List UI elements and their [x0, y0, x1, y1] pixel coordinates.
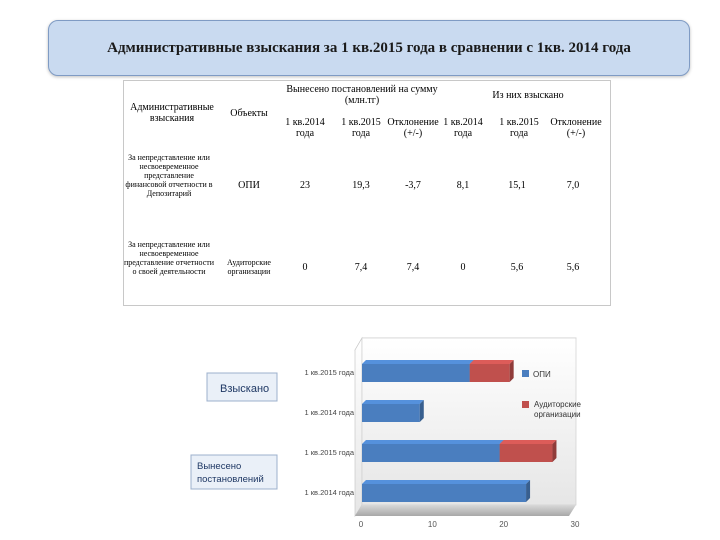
header-sanctions: Административные взыскания — [130, 102, 214, 124]
header-imposed-2014: 1 кв.2014 года — [285, 117, 325, 139]
category-labels — [305, 368, 355, 497]
bar-top-0-3 — [362, 360, 474, 364]
row1-collected-deviation: 7,0 — [566, 180, 580, 191]
x-tick-30: 30 — [570, 520, 580, 529]
category-label-0: 1 кв.2014 года — [304, 488, 354, 497]
chart-floor — [355, 505, 576, 516]
group-label-imposed: Вынесено постановлений — [197, 461, 264, 485]
header-imposed-2015: 1 кв.2015 года — [341, 117, 381, 139]
row2-object: Аудиторские организации — [227, 258, 271, 276]
row1-imposed-2014: 23 — [300, 180, 310, 191]
row1-imposed-2015: 19,3 — [352, 180, 370, 191]
category-label-2: 1 кв.2014 года — [304, 408, 354, 417]
header-collected-2015: 1 кв.2015 года — [499, 117, 539, 139]
row2-collected-deviation: 5,6 — [566, 262, 580, 273]
page-title: Административные взыскания за 1 кв.2015 года в сравнении с 1кв. 2014 года — [107, 39, 631, 56]
header-collected-2014: 1 кв.2014 года — [443, 117, 483, 139]
bar-opi-0 — [362, 484, 526, 502]
row2-imposed-2014: 0 — [302, 262, 308, 273]
row2-imposed-2015: 7,4 — [354, 262, 368, 273]
bar-opi-2 — [362, 404, 420, 422]
legend-label-audit: Аудиторские организации — [534, 400, 582, 419]
row2-imposed-deviation: 7,4 — [406, 262, 420, 273]
legend-label-opi: ОПИ — [533, 370, 551, 379]
legend-swatch-opi — [522, 370, 529, 377]
row1-collected-2015: 15,1 — [508, 180, 526, 191]
bar-opi-1 — [362, 444, 500, 462]
row2-collected-2014: 0 — [460, 262, 466, 273]
bar-opi-3 — [362, 364, 470, 382]
chart-wall-left — [355, 338, 362, 516]
category-label-1: 1 кв.2015 года — [304, 448, 354, 457]
row2-collected-2015: 5,6 — [510, 262, 524, 273]
x-tick-20: 20 — [499, 520, 509, 529]
category-label-3: 1 кв.2015 года — [304, 368, 354, 377]
group-label-collected: Взыскано — [220, 383, 270, 395]
bar-audit-3 — [470, 364, 510, 382]
bar-audit-1 — [500, 444, 553, 462]
bar-top-1-1 — [500, 440, 557, 444]
row1-object: ОПИ — [238, 180, 260, 191]
x-axis-ticks — [359, 520, 580, 529]
header-collected-deviation: Отклонение (+/-) — [550, 117, 602, 139]
bar-top-1-3 — [470, 360, 514, 364]
header-imposed: Вынесено постановлений на сумму (млн.тг) — [286, 84, 438, 106]
header-collected: Из них взыскано — [492, 90, 564, 101]
row1-imposed-deviation: -3,7 — [405, 180, 421, 191]
legend-swatch-audit — [522, 401, 529, 408]
header-imposed-deviation: Отклонение (+/-) — [387, 117, 439, 139]
row2-sanction: За непредставление или несвоевременное представление отчетности о своей деятельности — [123, 240, 215, 276]
bar-top-0-2 — [362, 400, 424, 404]
bar-top-0-0 — [362, 480, 530, 484]
row1-collected-2014: 8,1 — [456, 180, 470, 191]
header-objects: Объекты — [230, 108, 268, 119]
x-tick-0: 0 — [358, 520, 364, 529]
row1-sanction: За непредставление или несвоевременное представление финансовой отчетности в Депозитарий — [125, 153, 213, 198]
x-tick-10: 10 — [427, 520, 437, 529]
bar-top-0-1 — [362, 440, 504, 444]
